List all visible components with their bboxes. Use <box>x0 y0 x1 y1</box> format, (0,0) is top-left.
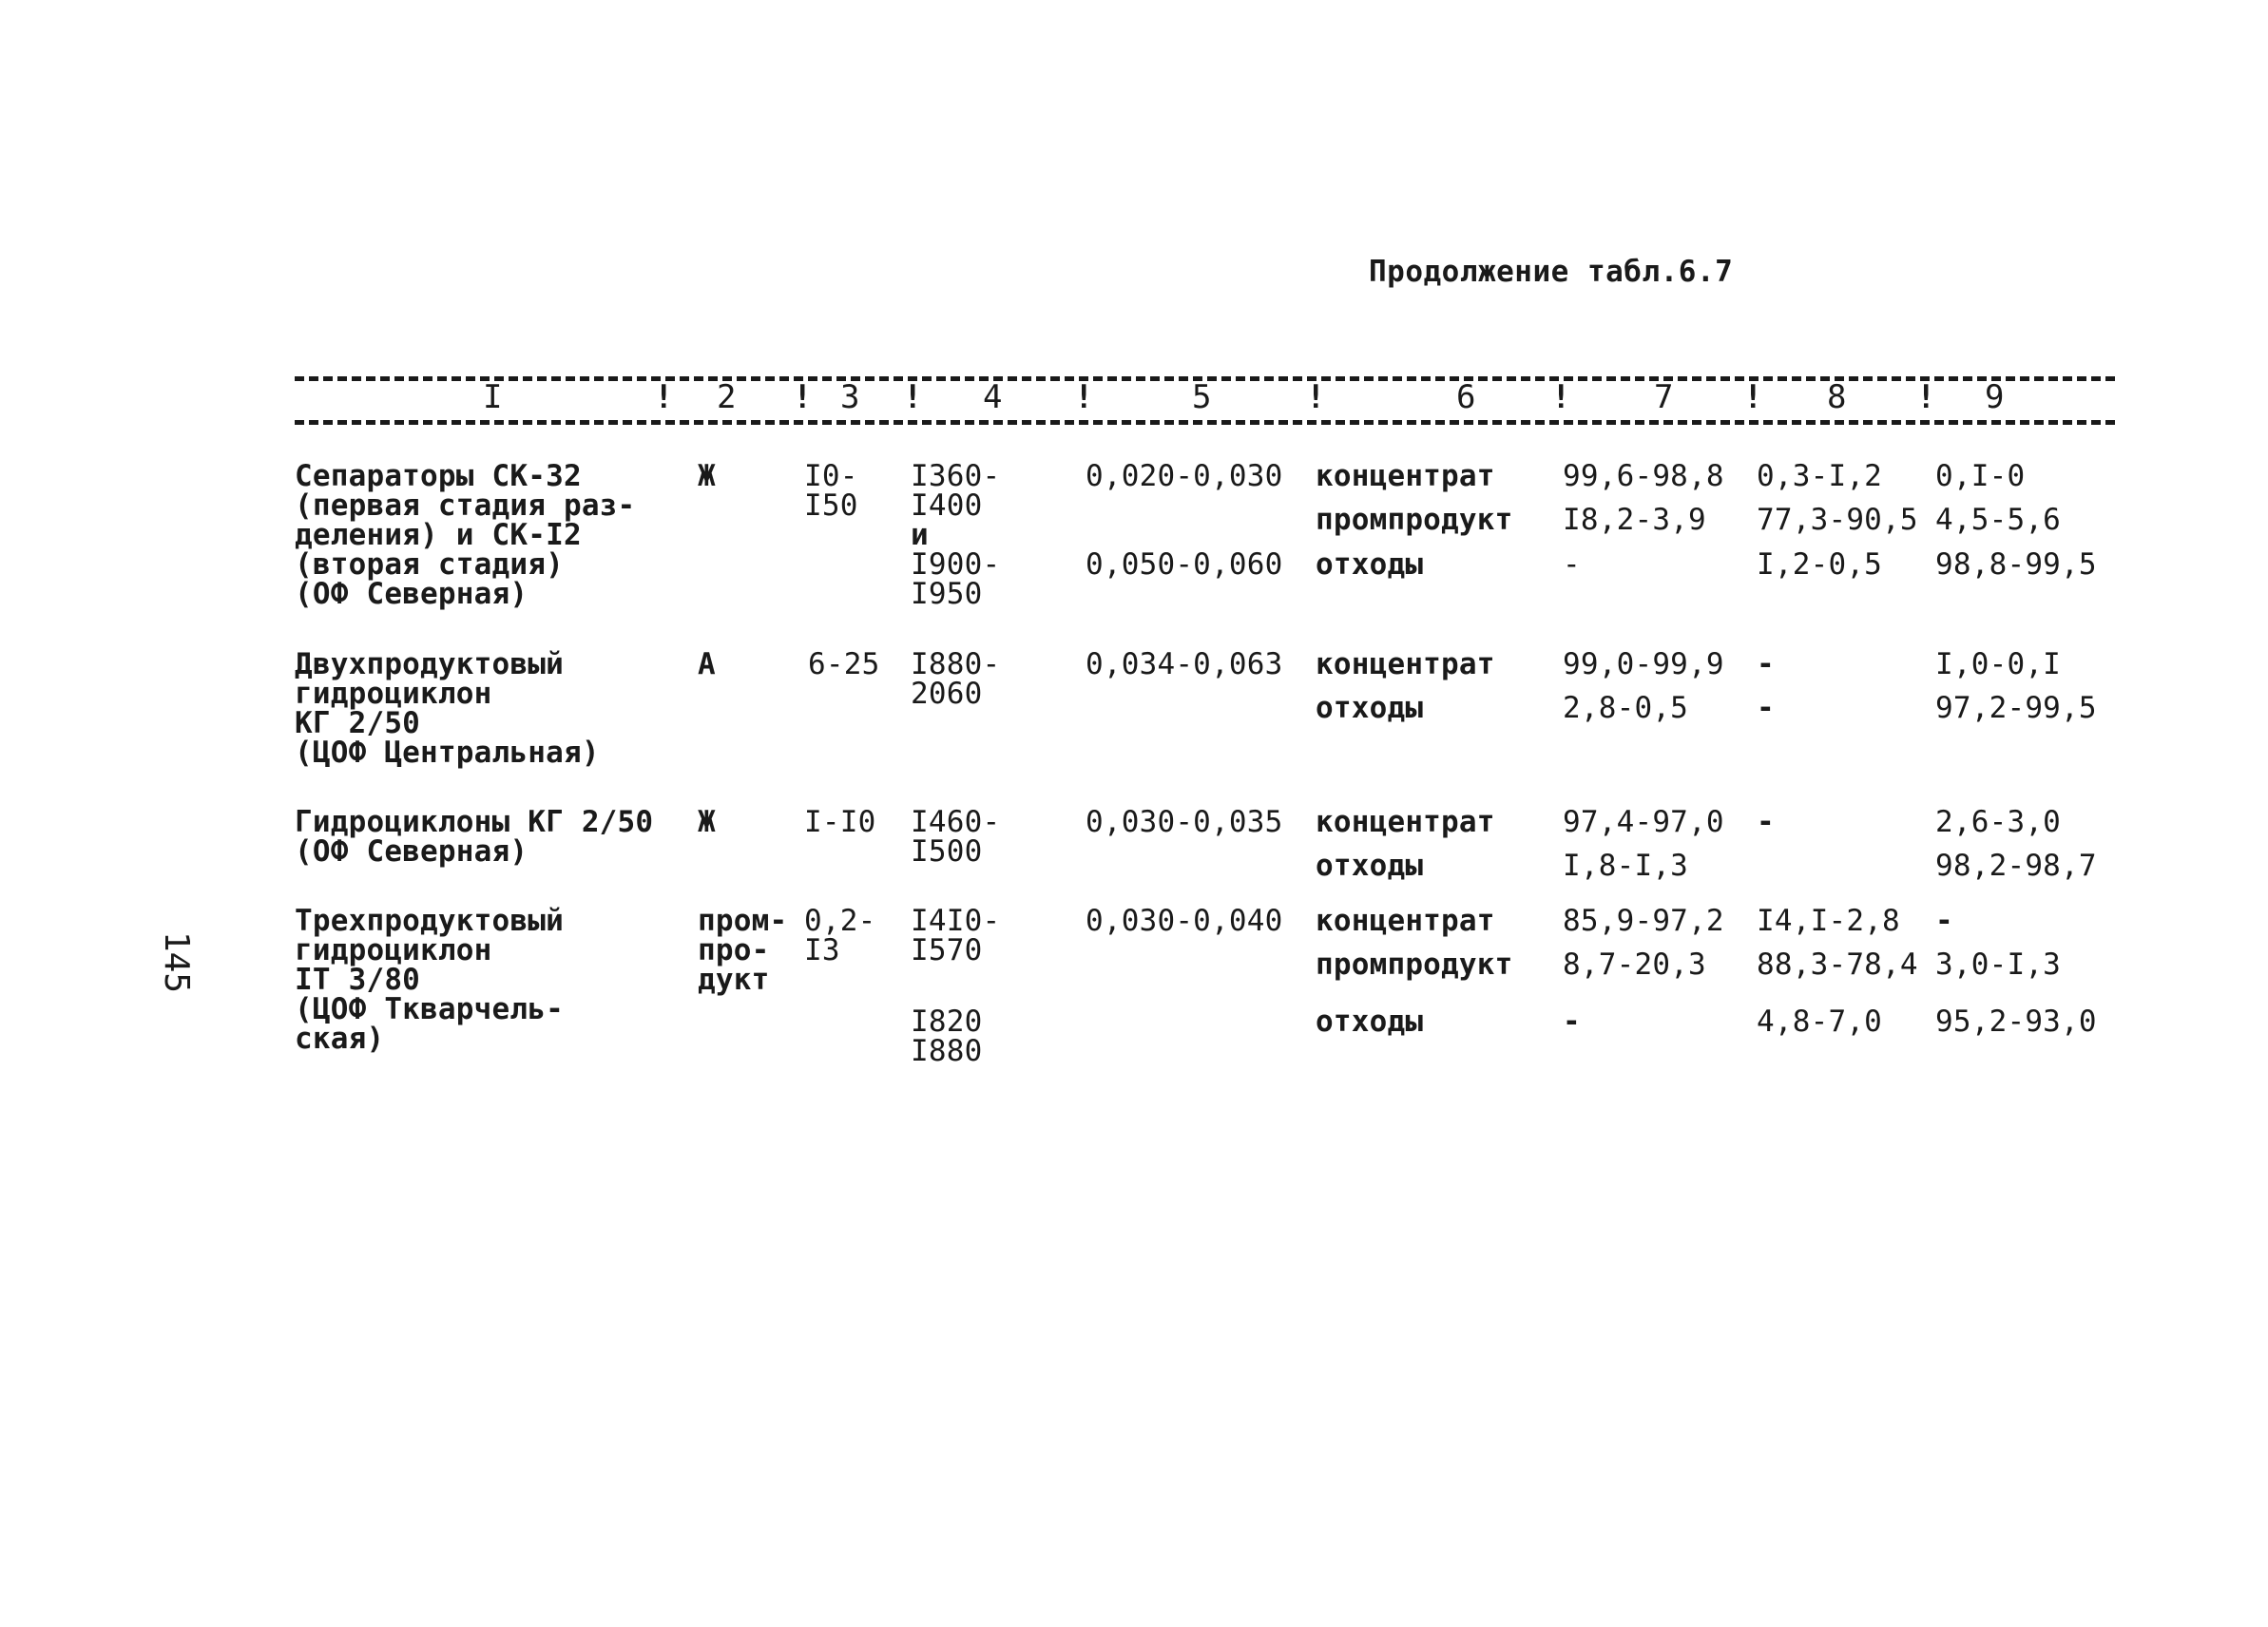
column-header-3: 3 <box>840 378 860 416</box>
density-cell: I500 <box>911 834 983 869</box>
density-cell: I360- <box>911 459 1001 493</box>
size-cell: I50 <box>804 488 858 523</box>
size-cell: I-I0 <box>804 805 876 839</box>
density-cell: I900- <box>911 547 1001 582</box>
type-cell: дукт <box>698 963 770 997</box>
density-cell: I950 <box>911 577 983 611</box>
yield-cell: 95,2-93,0 <box>1935 1005 2097 1039</box>
value-cell: 0,050-0,060 <box>1086 547 1283 582</box>
density-cell: и <box>911 518 929 552</box>
value-cell: 0,030-0,040 <box>1086 904 1283 938</box>
type-cell: Ж <box>698 459 716 493</box>
yield-cell: 98,2-98,7 <box>1935 849 2097 883</box>
yield-cell: 97,2-99,5 <box>1935 691 2097 725</box>
column-separator: ! <box>903 378 923 416</box>
density-cell: I820 <box>911 1005 983 1039</box>
page-number: 145 <box>157 931 196 994</box>
equipment-name: Трехпродуктовый <box>295 904 564 938</box>
equipment-name: (вторая стадия) <box>295 547 564 582</box>
size-cell: 0,2- <box>804 904 876 938</box>
table-header <box>0 378 2268 420</box>
yield-cell: 99,6-98,8 <box>1563 459 1724 493</box>
yield-cell: 0,I-0 <box>1935 459 2026 493</box>
product-cell: промпродукт <box>1316 503 1513 537</box>
yield-cell: 0,3-I,2 <box>1757 459 1883 493</box>
yield-cell: 88,3-78,4 <box>1757 947 1918 982</box>
size-cell: 6-25 <box>808 647 880 681</box>
equipment-name: Гидроциклоны КГ 2/50 <box>295 805 654 839</box>
density-cell: 2060 <box>911 677 983 711</box>
product-cell: отходы <box>1316 547 1424 582</box>
equipment-name: деления) и СК-I2 <box>295 518 582 552</box>
column-separator: ! <box>1306 378 1326 416</box>
yield-cell: I,8-I,3 <box>1563 849 1689 883</box>
value-cell: 0,030-0,035 <box>1086 805 1283 839</box>
product-cell: концентрат <box>1316 459 1495 493</box>
column-header-1: I <box>483 378 503 416</box>
yield-cell: 8,7-20,3 <box>1563 947 1706 982</box>
equipment-name: КГ 2/50 <box>295 706 421 740</box>
density-cell: I880- <box>911 647 1001 681</box>
yield-cell: 98,8-99,5 <box>1935 547 2097 582</box>
equipment-name: (ОФ Северная) <box>295 834 529 869</box>
density-cell: I400 <box>911 488 983 523</box>
product-cell: концентрат <box>1316 647 1495 681</box>
yield-cell: 4,8-7,0 <box>1757 1005 1883 1039</box>
yield-cell: - <box>1757 805 1775 839</box>
column-header-7: 7 <box>1654 378 1674 416</box>
yield-cell: 3,0-I,3 <box>1935 947 2062 982</box>
yield-cell: - <box>1757 647 1775 681</box>
product-cell: отходы <box>1316 691 1424 725</box>
type-cell: А <box>698 647 716 681</box>
product-cell: концентрат <box>1316 904 1495 938</box>
yield-cell: 99,0-99,9 <box>1563 647 1724 681</box>
yield-cell: I,2-0,5 <box>1757 547 1883 582</box>
product-cell: концентрат <box>1316 805 1495 839</box>
product-cell: промпродукт <box>1316 947 1513 982</box>
equipment-name: (ОФ Северная) <box>295 577 529 611</box>
column-header-6: 6 <box>1456 378 1476 416</box>
type-cell: Ж <box>698 805 716 839</box>
header-rule-bottom <box>295 420 2115 425</box>
value-cell: 0,034-0,063 <box>1086 647 1283 681</box>
yield-cell: - <box>1563 1005 1581 1039</box>
column-header-9: 9 <box>1985 378 2005 416</box>
column-separator: ! <box>654 378 674 416</box>
yield-cell: 2,6-3,0 <box>1935 805 2062 839</box>
density-cell: I4I0- <box>911 904 1001 938</box>
yield-cell: I8,2-3,9 <box>1563 503 1706 537</box>
yield-cell: I4,I-2,8 <box>1757 904 1900 938</box>
yield-cell: 85,9-97,2 <box>1563 904 1724 938</box>
column-separator: ! <box>793 378 813 416</box>
yield-cell: 4,5-5,6 <box>1935 503 2062 537</box>
column-separator: ! <box>1074 378 1094 416</box>
yield-cell: - <box>1563 547 1581 582</box>
equipment-name: (ЦОФ Центральная) <box>295 736 600 770</box>
density-cell: I880 <box>911 1034 983 1068</box>
column-separator: ! <box>1551 378 1571 416</box>
equipment-name: ская) <box>295 1022 385 1056</box>
type-cell: про- <box>698 933 770 967</box>
column-header-8: 8 <box>1827 378 1847 416</box>
column-separator: ! <box>1743 378 1763 416</box>
yield-cell: - <box>1757 691 1775 725</box>
column-separator: ! <box>1916 378 1936 416</box>
value-cell: 0,020-0,030 <box>1086 459 1283 493</box>
yield-cell: - <box>1935 904 1953 938</box>
yield-cell: I,0-0,I <box>1935 647 2062 681</box>
column-header-2: 2 <box>717 378 737 416</box>
column-header-5: 5 <box>1192 378 1212 416</box>
column-header-4: 4 <box>983 378 1003 416</box>
table-caption: Продолжение табл.6.7 <box>1369 255 1734 289</box>
equipment-name: гидроциклон <box>295 677 492 711</box>
equipment-name: гидроциклон <box>295 933 492 967</box>
yield-cell: 2,8-0,5 <box>1563 691 1689 725</box>
equipment-name: Двухпродуктовый <box>295 647 564 681</box>
size-cell: I0- <box>804 459 858 493</box>
density-cell: I570 <box>911 933 983 967</box>
equipment-name: (первая стадия раз- <box>295 488 636 523</box>
density-cell: I460- <box>911 805 1001 839</box>
product-cell: отходы <box>1316 1005 1424 1039</box>
product-cell: отходы <box>1316 849 1424 883</box>
equipment-name: Сепараторы СК-32 <box>295 459 582 493</box>
type-cell: пром- <box>698 904 788 938</box>
equipment-name: IТ 3/80 <box>295 963 421 997</box>
size-cell: I3 <box>804 933 840 967</box>
equipment-name: (ЦОФ Ткварчель- <box>295 992 564 1026</box>
yield-cell: 77,3-90,5 <box>1757 503 1918 537</box>
yield-cell: 97,4-97,0 <box>1563 805 1724 839</box>
